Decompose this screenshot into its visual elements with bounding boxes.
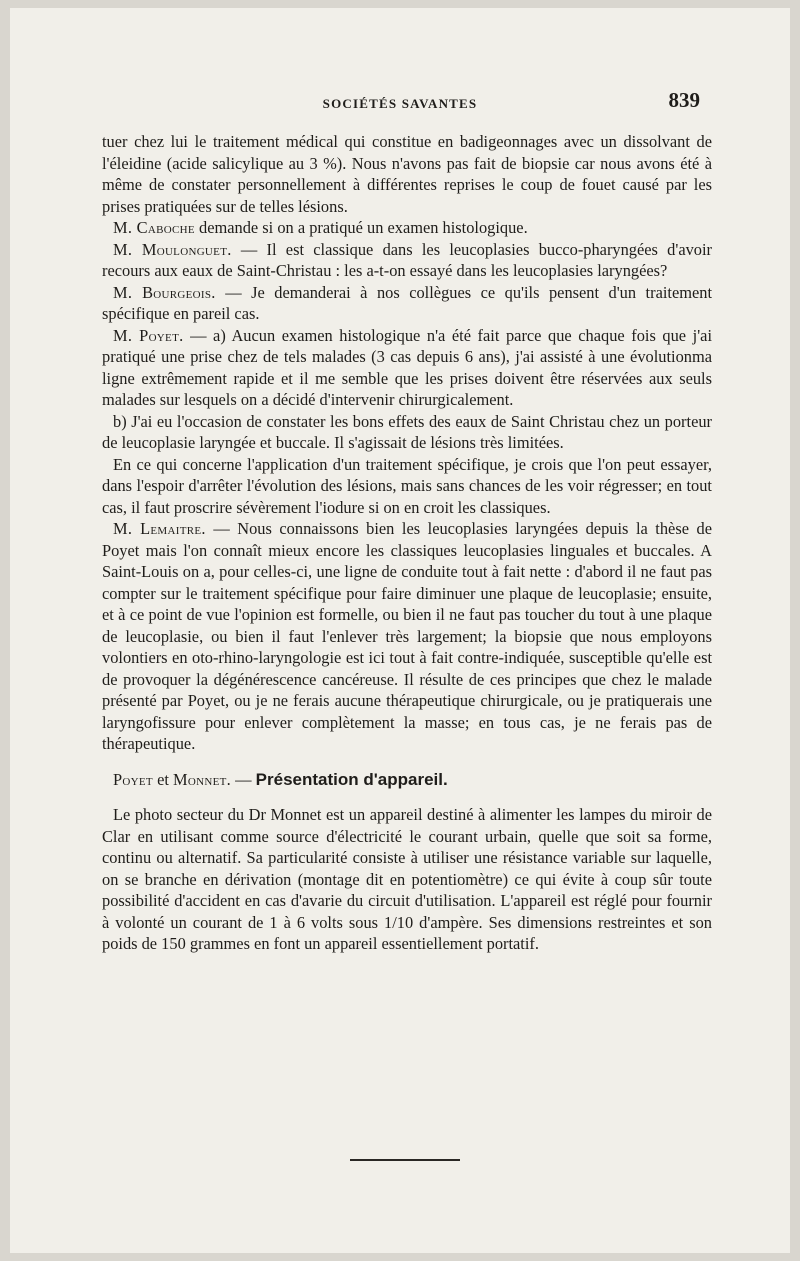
- running-head: SOCIÉTÉS SAVANTES: [322, 96, 478, 111]
- page-number: 839: [668, 88, 700, 112]
- paragraph-bourgeois: [102, 282, 712, 325]
- section-heading: Présentation d'appareil.: [255, 769, 448, 789]
- speaker-name: M. Lemaitre.: [113, 519, 206, 538]
- paragraph-poyet: [102, 325, 712, 411]
- page-header: [10, 86, 790, 116]
- author-conjunction: et: [157, 769, 169, 789]
- paragraph-lemaitre: [102, 518, 712, 755]
- paragraph-continuation: tuer chez lui le traitement médical qui constitue en badigeonnages avec un dissolvant de l'éleidine (acide salicylique au 3 %). Nous n'avons pas fait de biopsie car nous avons été à même de constater personnellement à différentes reprises le coup de fouet causé par les prises pratiquées sur de telles lésions.: [102, 132, 712, 216]
- speaker-name: M. Poyet.: [113, 325, 184, 345]
- document-page: [10, 8, 790, 1253]
- paragraph-photo-secteur: Le photo secteur du Dr Monnet est un appareil destiné à alimenter les lampes du miroir de Clar en utilisant comme source d'électricité le courant urbain, quelle que soit sa forme, continu ou alternatif. Sa particularité consiste à utiliser une résistance variable sur laquelle, on se branche en dérivation (montage dit en potentiomètre) ce qui évite à coup sûr toute possibilité d'accident en cas d'avarie du circuit d'utilisation. L'appareil est réglé pour fournir à volonté un courant de 1 à 6 volts sous 1/10 d'ampère. Ses dimensions restreintes et son poids de 150 grammes en font un appareil essentiellement portatif.: [102, 805, 712, 953]
- paragraph-text: — a) Aucun examen histologique n'a été fait parce que chaque fois que j'ai pratiqué une prise chez de tels malades (3 cas depuis 6 ans), j'ai assisté à une évolutionma ligne extrêmement rapide et il me semble que les prises doivent être réservées aux seuls malades sur lesquels on a décidé d'intervenir chirurgicalement.: [102, 325, 712, 409]
- section-title: [102, 769, 712, 791]
- title-dash: —: [235, 769, 252, 789]
- body-text: [102, 131, 712, 955]
- paragraph-moulonguet: [102, 239, 712, 282]
- paragraph-text: demande si on a pratiqué un examen histologique.: [199, 218, 528, 237]
- speaker-name: M. Bourgeois.: [113, 282, 216, 302]
- paragraph-text: — Je demanderai à nos collègues ce qu'ils pensent d'un traitement spécifique en pareil cas.: [102, 282, 713, 323]
- author-name: Poyet: [113, 769, 153, 789]
- paragraph-traitement: En ce qui concerne l'application d'un traitement spécifique, je crois que l'on peut essayer, dans l'espoir d'arrêter l'évolution des lésions, mais sans chances de les voir régresser; en tout cas, il faut proscrire sévèrement l'iodure si on en croit les classiques.: [102, 454, 712, 517]
- paragraph-caboche: [102, 217, 712, 239]
- speaker-name: M. Moulonguet.: [113, 239, 232, 259]
- paragraph-text: — Il est classique dans les leucoplasies bucco-pharyngées d'avoir recours aux eaux de Saint-Christau : les a-t-on essayé dans les leucoplasies laryngées?: [102, 239, 713, 280]
- speaker-name: M. Caboche: [113, 218, 195, 237]
- paragraph-text: — Nous connaissons bien les leucoplasies laryngées depuis la thèse de Poyet mais l'on connaît mieux encore les classiques leucoplasies linguales et buccales. A Saint-Louis on a, pour celles-ci, une ligne de conduite tout à fait nette : d'abord il ne faut pas compter sur le traitement spécifique pour faire diminuer une plaque de leucoplasie; ensuite, et à ce point de vue l'opinion est formelle, ou bien il ne faut pas toucher du tout à une plaque de leucoplasie, ou bien il faut l'enlever très largement; la biopsie que nous employons volontiers en oto-rhino-laryngologie est ici tout à fait contre-indiquée, susceptible qu'elle est de provoquer la dégénérescence cancéreuse. Il résulte de ces principes que chez le malade présenté par Poyet, ou je ne ferais aucune thérapeutique chirurgicale, ou je pratiquerais une laryngofissure pour enlever complètement la masse; en tous cas, je ne ferais pas de thérapeutique.: [102, 519, 712, 753]
- author-name: Monnet.: [173, 769, 232, 789]
- paragraph-poyet-b: b) J'ai eu l'occasion de constater les bons effets des eaux de Saint Christau chez un porteur de leucoplasie laryngée et buccale. Il s'agissait de lésions très limitées.: [102, 411, 712, 452]
- end-rule: [350, 1159, 460, 1161]
